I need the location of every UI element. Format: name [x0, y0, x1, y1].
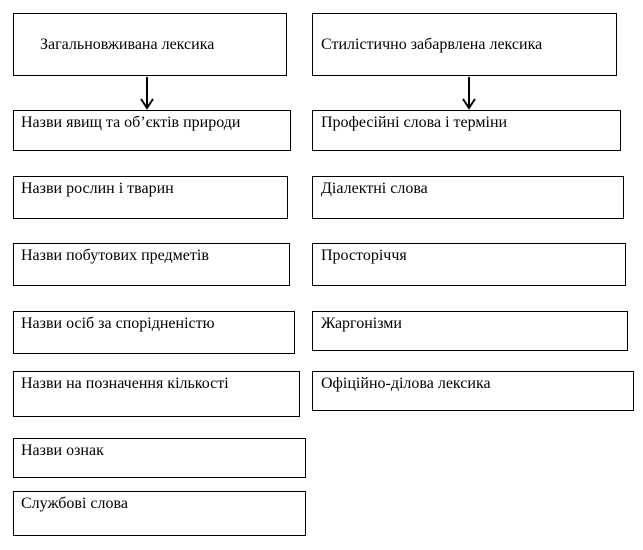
- down-arrow-icon: [140, 77, 154, 110]
- general-item-label: Назви ознак: [21, 442, 104, 459]
- general-item-box: [13, 438, 306, 478]
- general-item-label: Назви осіб за спорідненістю: [21, 315, 215, 332]
- general-item-box: [13, 371, 300, 417]
- general-item-label: Службові слова: [21, 495, 128, 512]
- general-item-label: Назви на позначення кількості: [21, 375, 229, 392]
- general-vocabulary-header-box: [13, 13, 287, 76]
- stylistic-item-label: Професійні слова і терміни: [321, 114, 508, 131]
- stylistic-item-label: Офіційно-ділова лексика: [321, 375, 491, 392]
- stylistic-item-box: [312, 110, 621, 151]
- stylistic-item-label: Жаргонізми: [321, 315, 402, 332]
- general-item-label: Назви рослин і тварин: [21, 180, 174, 197]
- stylistic-vocabulary-header-box: [312, 13, 617, 76]
- stylistic-item-box: [312, 311, 628, 351]
- stylistic-item-label: Діалектні слова: [321, 180, 428, 197]
- stylistic-item-box: [312, 243, 626, 286]
- general-item-box: [13, 176, 288, 219]
- general-item-box: [13, 243, 290, 286]
- stylistic-item-box: [312, 371, 634, 411]
- stylistic-vocabulary-header-label: Стилістично забарвлена лексика: [321, 36, 543, 53]
- down-arrow-icon: [462, 77, 476, 110]
- general-item-label: Назви явищ та об’єктів природи: [21, 114, 241, 131]
- general-vocabulary-header-label: Загальновживана лексика: [40, 36, 215, 53]
- stylistic-item-label: Просторіччя: [321, 247, 407, 264]
- general-item-box: [13, 110, 291, 151]
- stylistic-item-box: [312, 176, 624, 219]
- general-item-label: Назви побутових предметів: [21, 247, 209, 264]
- general-item-box: [13, 311, 295, 354]
- general-item-box: [13, 491, 306, 536]
